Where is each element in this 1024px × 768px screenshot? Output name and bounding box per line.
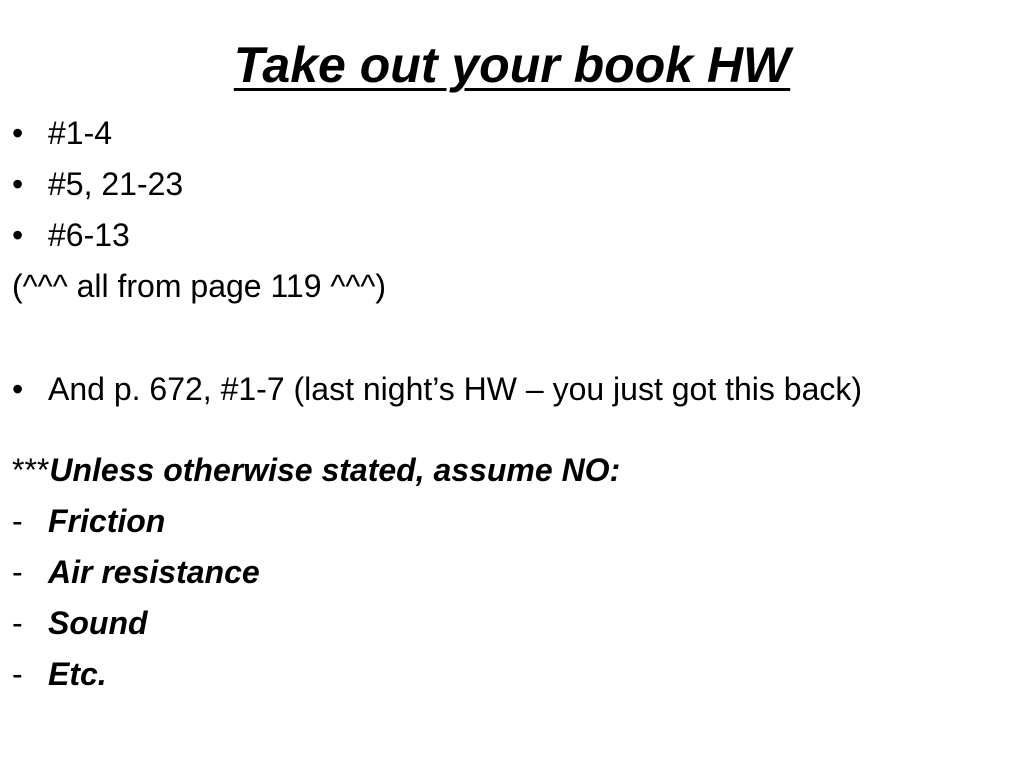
slide-title-text: Take out your book HW [233,37,791,93]
assumption-item [12,547,1012,598]
assumption-text: Friction [48,503,166,539]
assumption-text: Sound [48,605,148,641]
bullet-text: And p. 672, #1-7 (last night’s HW – you just got this back) [48,371,863,407]
slide-body [12,108,1012,700]
assumption-item [12,598,1012,649]
assumption-item [12,496,1012,547]
assumption-text: Air resistance [48,554,260,590]
assumption-prefix: *** [12,452,50,488]
bullet-text: #6-13 [48,217,130,253]
dash-marker: - [12,656,23,692]
bullet-item [12,159,1012,210]
page-note: (^^^ all from page 119 ^^^) [12,268,387,304]
bullet-item [12,108,1012,159]
bullet-item [12,210,1012,261]
assumption-text: Etc. [48,656,107,692]
bullet-marker: • [12,115,24,151]
bullet-marker: • [12,217,24,253]
spacer [12,312,1012,363]
dash-marker: - [12,605,23,641]
bullet-marker: • [12,166,24,202]
slide-title [0,30,1024,100]
assumption-heading-text: Unless otherwise stated, assume NO: [49,452,621,488]
dash-marker: - [12,554,23,590]
bullet-text: #5, 21-23 [48,166,184,202]
assumption-heading [12,445,1012,496]
dash-marker: - [12,503,23,539]
bullet-marker: • [12,371,24,407]
assumption-item [12,649,1012,700]
spacer [12,409,1012,445]
bullet-item [12,369,1012,409]
bullet-text: #1-4 [48,115,113,151]
